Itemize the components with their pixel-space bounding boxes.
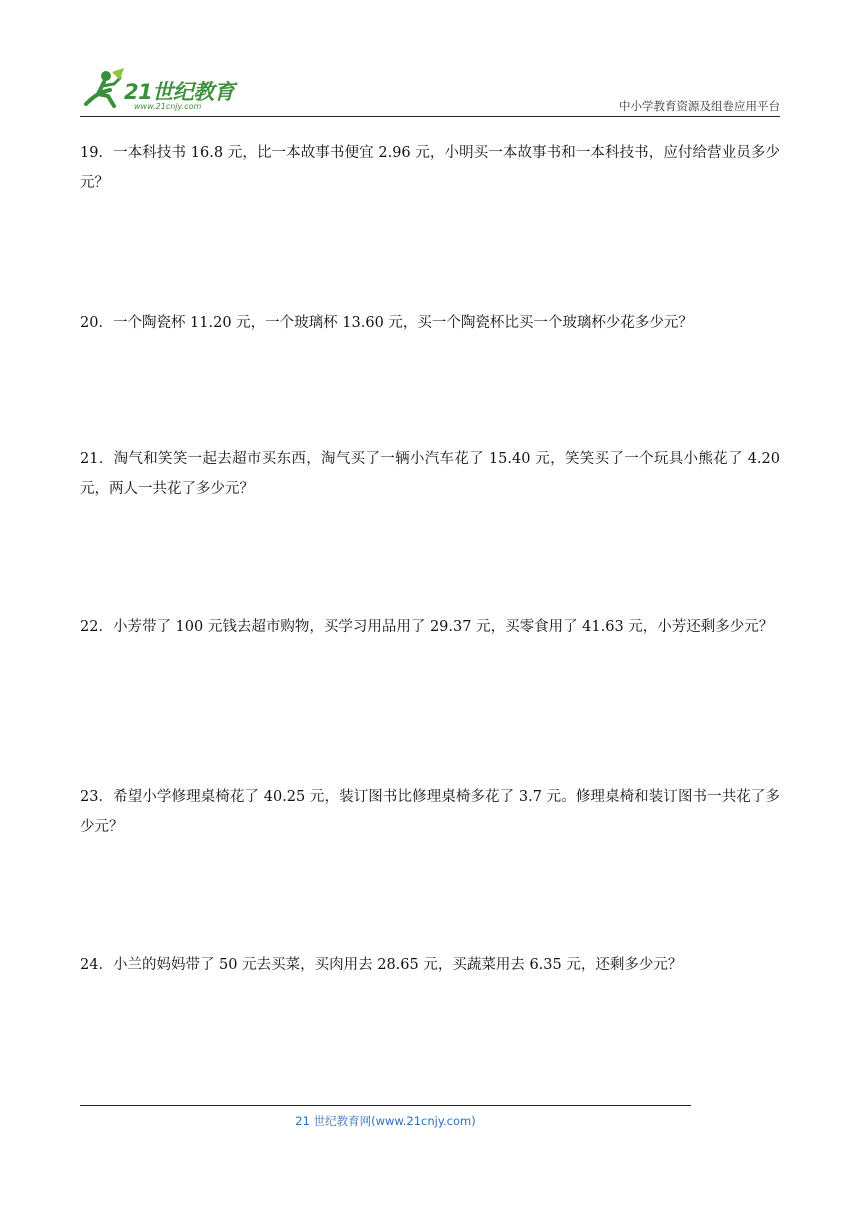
logo-url: www.21cnjy.com [134, 102, 202, 111]
logo-text: 21世纪教育 [124, 80, 235, 104]
site-logo[interactable] [80, 62, 280, 114]
question-19: 19．一本科技书 16.8 元，比一本故事书便宜 2.96 元，小明买一本故事书和一本科技书，应付给营业员多少元？ [80, 145, 780, 191]
question-24: 24．小兰的妈妈带了 50 元去买菜，买肉用去 28.65 元，买蔬菜用去 6.35 元，还剩多少元？ [80, 957, 683, 973]
platform-name: 中小学教育资源及组卷应用平台 [619, 99, 780, 113]
page-header [80, 62, 780, 118]
question-21: 21．淘气和笑笑一起去超市买东西，淘气买了一辆小汽车花了 15.40 元，笑笑买了一个玩具小熊花了 4.20 元，两人一共花了多少元？ [80, 451, 780, 497]
question-23: 23．希望小学修理桌椅花了 40.25 元，装订图书比修理桌椅多花了 3.7 元。修理桌椅和装订图书一共花了多少元？ [80, 789, 780, 835]
footer-divider [80, 1105, 691, 1106]
footer-link[interactable]: 21 世纪教育网(www.21cnjy.com) [295, 1114, 476, 1128]
question-20: 20．一个陶瓷杯 11.20 元，一个玻璃杯 13.60 元，买一个陶瓷杯比买一个玻璃杯少花多少元？ [80, 315, 693, 331]
question-22: 22．小芳带了 100 元钱去超市购物，买学习用品用了 29.37 元，买零食用了 41.63 元，小芳还剩多少元？ [80, 619, 774, 635]
runner-logo-icon [80, 66, 126, 112]
header-divider [80, 116, 780, 117]
